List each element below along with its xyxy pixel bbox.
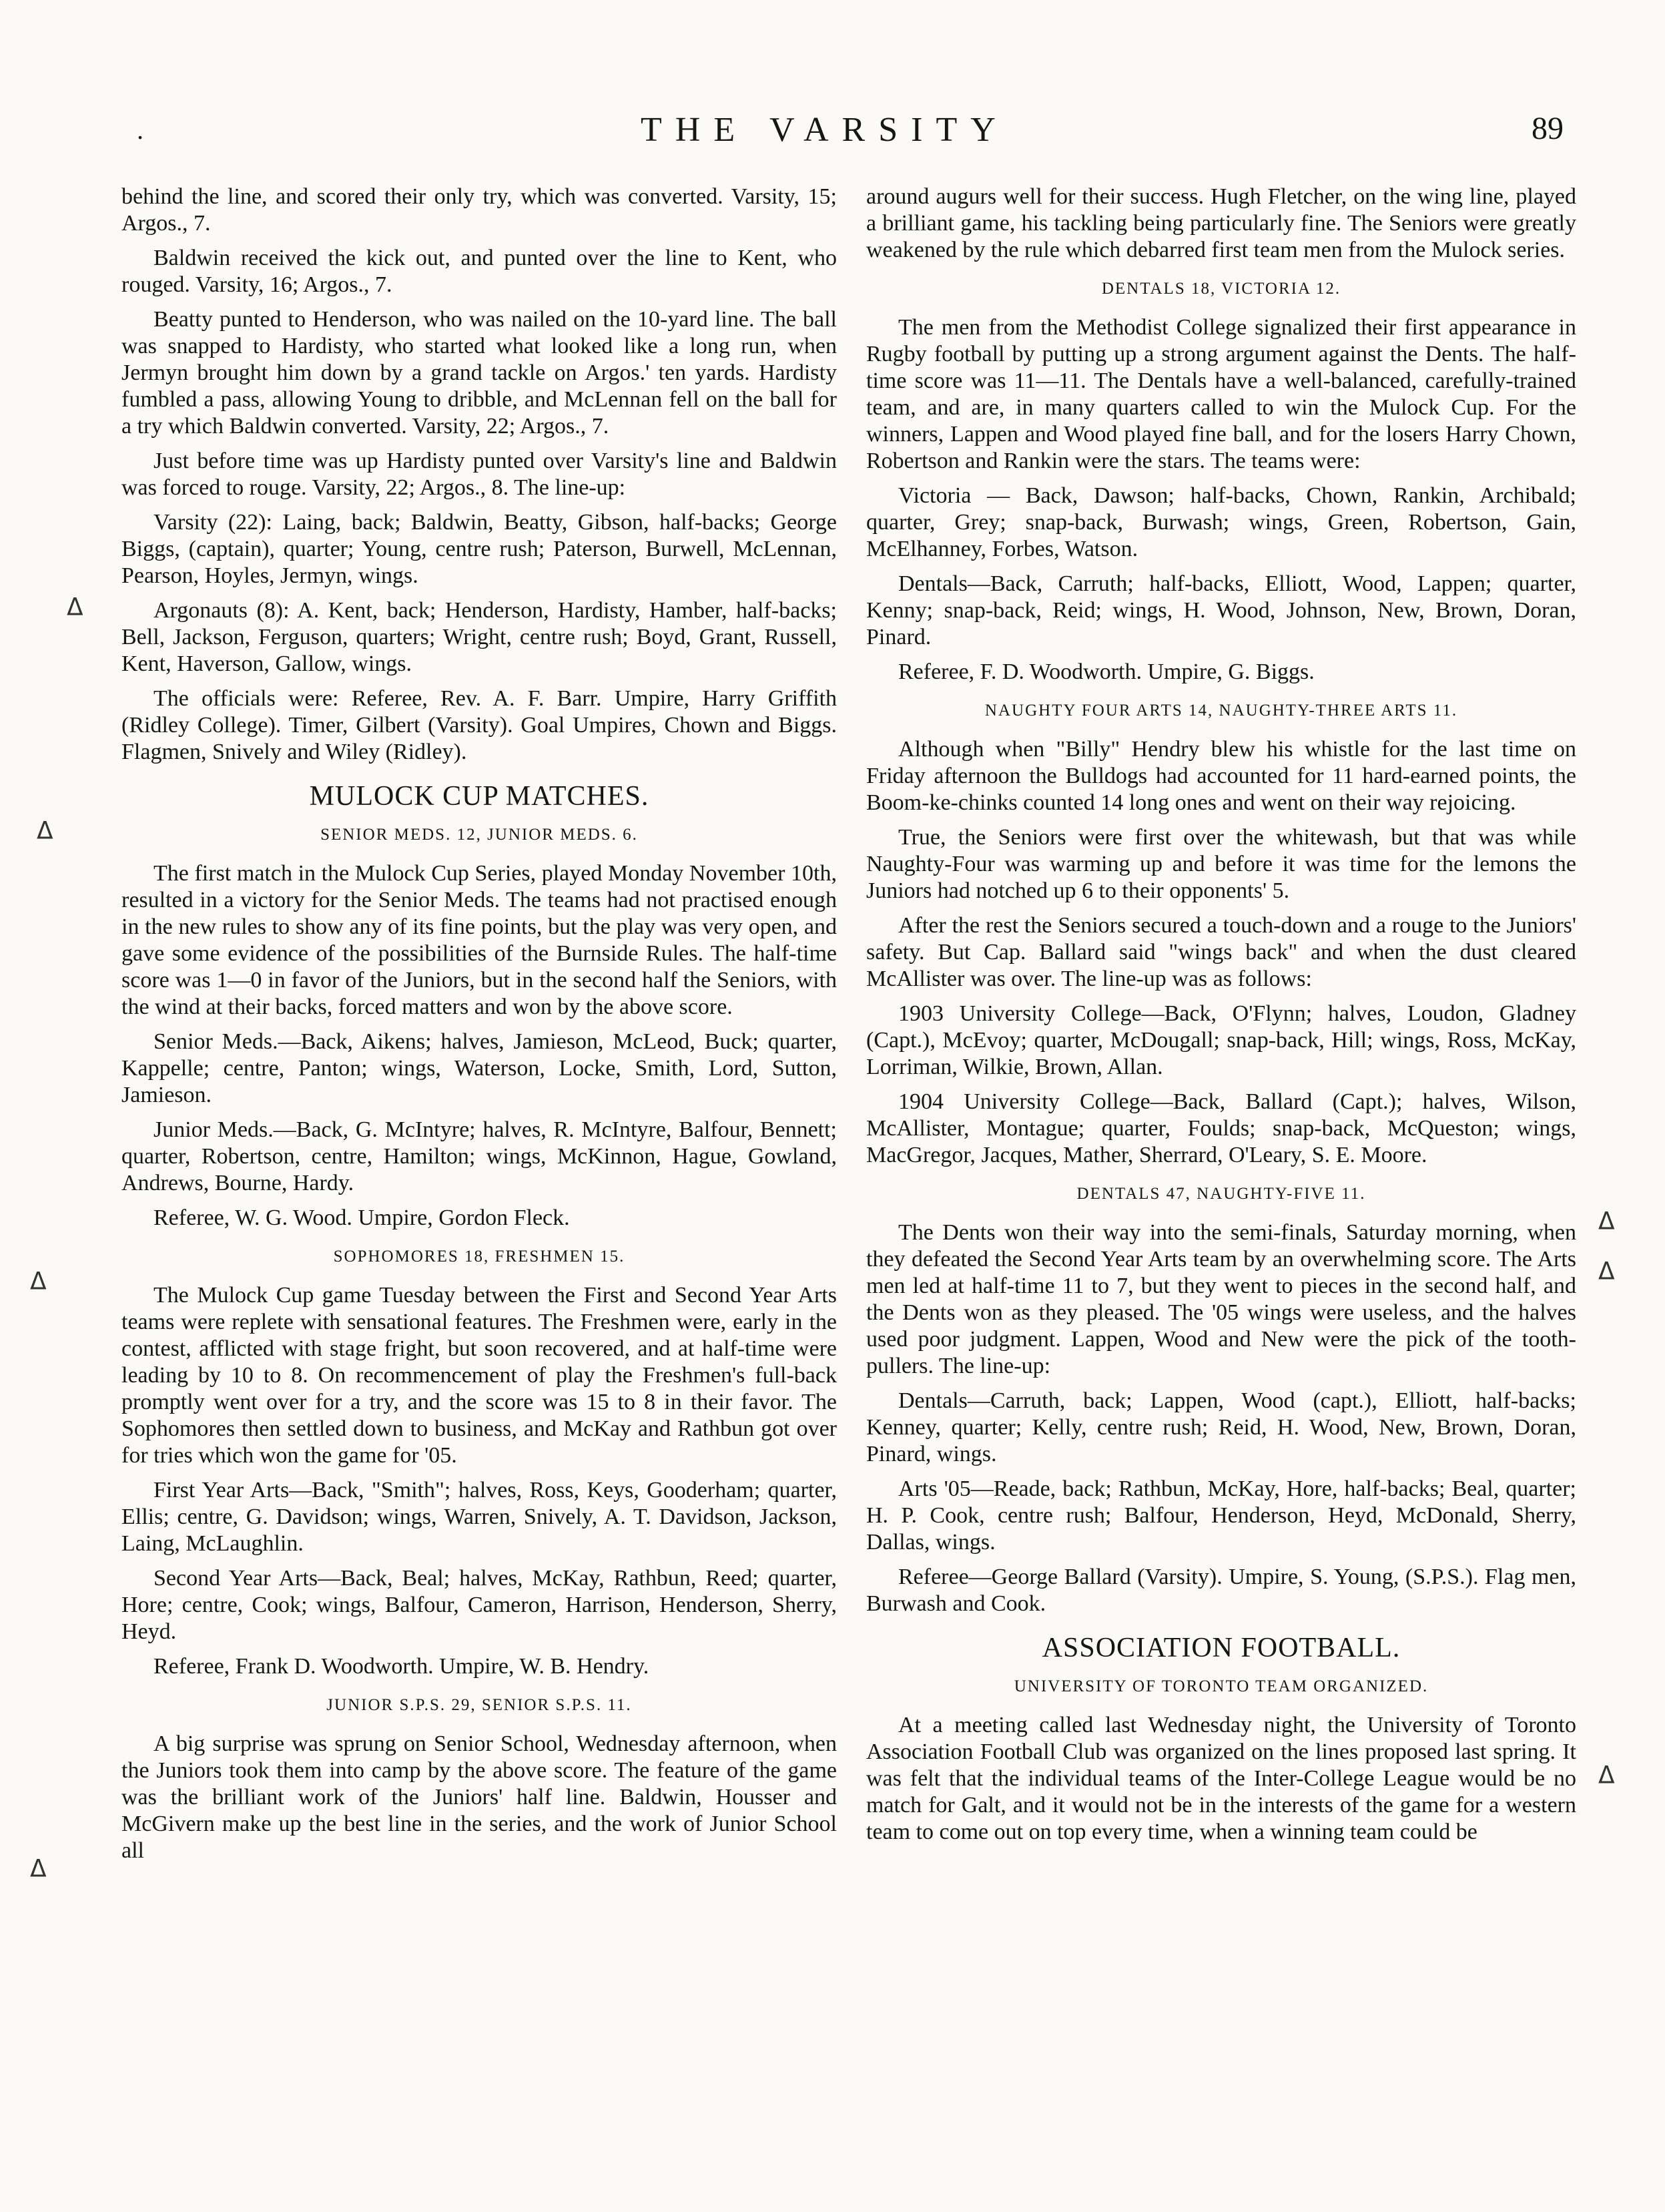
page-number: 89 bbox=[1532, 111, 1564, 146]
paragraph: The Mulock Cup game Tuesday between the First and Second Year Arts teams were replete with sensational features. The Freshmen were, early in the contest, afflicted with stage fright, but soon recovered, and at half-time were leading by 10 to 8. On recommencement of play the Freshmen's full-back promptly went over for a try, and the score was 15 to 8 in their favor. The Sophomores then settled down to business, and McKay and Rathbun got over for tries which won the game for '05. bbox=[121, 1283, 837, 1468]
margin-annotation-mark: ᐃ bbox=[1598, 1208, 1615, 1235]
margin-annotation-mark: ᐃ bbox=[67, 594, 83, 621]
match-subheading: SENIOR MEDS. 12, JUNIOR MEDS. 6. bbox=[320, 826, 638, 844]
match-subheading: DENTALS 47, NAUGHTY-FIVE 11. bbox=[1076, 1185, 1366, 1203]
left-column bbox=[121, 184, 837, 1872]
paragraph: The first match in the Mulock Cup Series, played Monday November 10th, resulted in a victory for the Senior Meds. The teams had not practised enough in the new rules to show any of its fine points, but the play was very open, and gave some evidence of the possibilities of the Burnside Rules. The half-time score was 1—0 in favor of the Juniors, but in the second half the Seniors, with the wind at their backs, forced matters and won by the above score. bbox=[121, 861, 837, 1019]
margin-annotation-mark: ᐃ bbox=[30, 1856, 47, 1883]
officials-paragraph: Referee, W. G. Wood. Umpire, Gordon Fleck. bbox=[153, 1205, 570, 1230]
lineup-paragraph: First Year Arts—Back, "Smith"; halves, Ross, Keys, Gooderham; quarter, Ellis; centre, G. Davidson; wings, Warren, Snively, A. T. Davidson, Jackson, Laing, McLaughlin. bbox=[121, 1478, 837, 1556]
header-dot: . bbox=[137, 115, 143, 145]
margin-annotation-mark: ᐃ bbox=[1598, 1762, 1615, 1789]
section-heading: MULOCK CUP MATCHES. bbox=[309, 781, 649, 812]
page-header bbox=[0, 110, 1665, 157]
paragraph: behind the line, and scored their only try, which was converted. Varsity, 15; Argos., 7. bbox=[121, 184, 837, 236]
match-subheading: JUNIOR S.P.S. 29, SENIOR S.P.S. 11. bbox=[326, 1696, 632, 1714]
lineup-paragraph: Varsity (22): Laing, back; Baldwin, Beatty, Gibson, half-backs; George Biggs, (captain), quarter; Young, centre rush; Paterson, Burwell, McLennan, Pearson, Hoyles, Jermyn, wings. bbox=[121, 510, 837, 588]
paragraph: True, the Seniors were first over the whitewash, but that was while Naughty-Four was warming up and before it was time for the lemons the Juniors had notched up 6 to their opponents' 5. bbox=[866, 825, 1576, 903]
officials-paragraph: Referee—George Ballard (Varsity). Umpire, S. Young, (S.P.S.). Flag men, Burwash and Cook. bbox=[866, 1565, 1576, 1616]
officials-paragraph: Referee, Frank D. Woodworth. Umpire, W. B. Hendry. bbox=[153, 1654, 649, 1679]
paragraph: around augurs well for their success. Hugh Fletcher, on the wing line, played a brilliant game, his tackling being particularly fine. The Seniors were greatly weakened by the rule which debarred first team men from the Mulock series. bbox=[866, 184, 1576, 262]
paragraph: The men from the Methodist College signalized their first appearance in Rugby football by putting up a strong argument against the Dents. The half-time score was 11—11. The Dentals have a well-balanced, carefully-trained team, and are, in many quarters called to win the Mulock Cup. For the winners, Lappen and Wood played fine ball, and for the losers Harry Chown, Robertson and Rankin were the stars. The teams were: bbox=[866, 315, 1576, 473]
match-subheading: DENTALS 18, VICTORIA 12. bbox=[1101, 280, 1341, 298]
paragraph: Baldwin received the kick out, and punted over the line to Kent, who rouged. Varsity, 16; Argos., 7. bbox=[121, 246, 837, 297]
margin-annotation-mark: ᐃ bbox=[1598, 1258, 1615, 1286]
lineup-paragraph: Arts '05—Reade, back; Rathbun, McKay, Hore, half-backs; Beal, quarter; H. P. Cook, centre rush; Balfour, Henderson, Heyd, McDonald, Sherry, Dallas, wings. bbox=[866, 1476, 1576, 1555]
lineup-paragraph: 1903 University College—Back, O'Flynn; halves, Loudon, Gladney (Capt.), McEvoy; quarter, McDougall; snap-back, Hill; wings, Ross, McKay, Lorriman, Wilkie, Brown, Allan. bbox=[866, 1001, 1576, 1079]
lineup-paragraph: 1904 University College—Back, Ballard (Capt.); halves, Wilson, McAllister, Montague; quarter, Foulds; snap-back, McQueston; wings, MacGregor, Jacques, Mather, Sherrard, O'Leary, S. E. Moore. bbox=[866, 1089, 1576, 1167]
right-column bbox=[866, 184, 1576, 1854]
paragraph: A big surprise was sprung on Senior School, Wednesday afternoon, when the Juniors took them into camp by the above score. The feature of the game was the brilliant work of the Juniors' half line. Baldwin, Housser and McGivern make up the best line in the series, and the work of Junior School all bbox=[121, 1731, 837, 1863]
officials-paragraph: Referee, F. D. Woodworth. Umpire, G. Biggs. bbox=[898, 659, 1315, 684]
article-subheading: UNIVERSITY OF TORONTO TEAM ORGANIZED. bbox=[1014, 1677, 1429, 1695]
lineup-paragraph: Dentals—Carruth, back; Lappen, Wood (capt.), Elliott, half-backs; Kenney, quarter; Kelly, centre rush; Reid, H. Wood, New, Brown, Doran, Pinard, wings. bbox=[866, 1388, 1576, 1466]
lineup-paragraph: Dentals—Back, Carruth; half-backs, Elliott, Wood, Lappen; quarter, Kenny; snap-back, Reid; wings, H. Wood, Johnson, New, Brown, Doran, Pinard. bbox=[866, 571, 1576, 649]
paragraph: After the rest the Seniors secured a touch-down and a rouge to the Juniors' safety. But Cap. Ballard said "wings back" and when the dust cleared McAllister was over. The line-up was as follows: bbox=[866, 913, 1576, 991]
lineup-paragraph: Senior Meds.—Back, Aikens; halves, Jamieson, McLeod, Buck; quarter, Kappelle; centre, Panton; wings, Waterson, Locke, Smith, Lord, Sutton, Jamieson. bbox=[121, 1029, 837, 1107]
margin-annotation-mark: ᐃ bbox=[37, 818, 53, 845]
paragraph: The Dents won their way into the semi-finals, Saturday morning, when they defeated the Second Year Arts team by an overwhelming score. The Arts men led at half-time 11 to 7, but they went to pieces in the second half, and the Dents won as they pleased. The '05 wings were useless, and the halves used poor judgment. Lappen, Wood and New were the pick of the tooth-pullers. The line-up: bbox=[866, 1220, 1576, 1378]
section-heading: ASSOCIATION FOOTBALL. bbox=[1042, 1633, 1401, 1663]
paragraph: Although when "Billy" Hendry blew his whistle for the last time on Friday afternoon the Bulldogs had accounted for 11 hard-earned points, the Boom-ke-chinks counted 14 long ones and went on their way rejoicing. bbox=[866, 737, 1576, 815]
margin-annotation-mark: ᐃ bbox=[30, 1268, 47, 1296]
lineup-paragraph: Argonauts (8): A. Kent, back; Henderson, Hardisty, Hamber, half-backs; Bell, Jackson, Ferguson, quarters; Wright, centre rush; Boyd, Grant, Russell, Kent, Haverson, Gallow, wings. bbox=[121, 598, 837, 676]
match-subheading: SOPHOMORES 18, FRESHMEN 15. bbox=[333, 1248, 625, 1266]
lineup-paragraph: Second Year Arts—Back, Beal; halves, McKay, Rathbun, Reed; quarter, Hore; centre, Cook; wings, Balfour, Cameron, Harrison, Henderson, Sherry, Heyd. bbox=[121, 1566, 837, 1644]
running-title: THE VARSITY bbox=[641, 111, 1009, 149]
paragraph: Just before time was up Hardisty punted over Varsity's line and Baldwin was forced to rouge. Varsity, 22; Argos., 8. The line-up: bbox=[121, 449, 837, 500]
lineup-paragraph: Junior Meds.—Back, G. McIntyre; halves, R. McIntyre, Balfour, Bennett; quarter, Robertson, centre, Hamilton; wings, McKinnon, Hague, Gowland, Andrews, Bourne, Hardy. bbox=[121, 1117, 837, 1195]
lineup-paragraph: Victoria — Back, Dawson; half-backs, Chown, Rankin, Archibald; quarter, Grey; snap-back, Burwash; wings, Green, Robertson, Gain, McElhanney, Forbes, Watson. bbox=[866, 483, 1576, 561]
paragraph: At a meeting called last Wednesday night, the University of Toronto Association Football Club was organized on the lines proposed last spring. It was felt that the individual teams of the Inter-College League would be no match for Galt, and it would not be in the interests of the game for a western team to come out on top every time, when a winning team could be bbox=[866, 1713, 1576, 1844]
match-subheading: NAUGHTY FOUR ARTS 14, NAUGHTY-THREE ARTS 11. bbox=[984, 702, 1458, 720]
officials-paragraph: The officials were: Referee, Rev. A. F. Barr. Umpire, Harry Griffith (Ridley College). Timer, Gilbert (Varsity). Goal Umpires, Chown and Biggs. Flagmen, Snively and Wiley (Ridley). bbox=[121, 686, 837, 764]
paragraph: Beatty punted to Henderson, who was nailed on the 10-yard line. The ball was snapped to Hardisty, who started what looked like a long run, when Jermyn brought him down by a grand tackle on Argos.' ten yards. Hardisty fumbled a pass, allowing Young to dribble, and McLennan fell on the ball for a try which Baldwin converted. Varsity, 22; Argos., 7. bbox=[121, 307, 837, 439]
